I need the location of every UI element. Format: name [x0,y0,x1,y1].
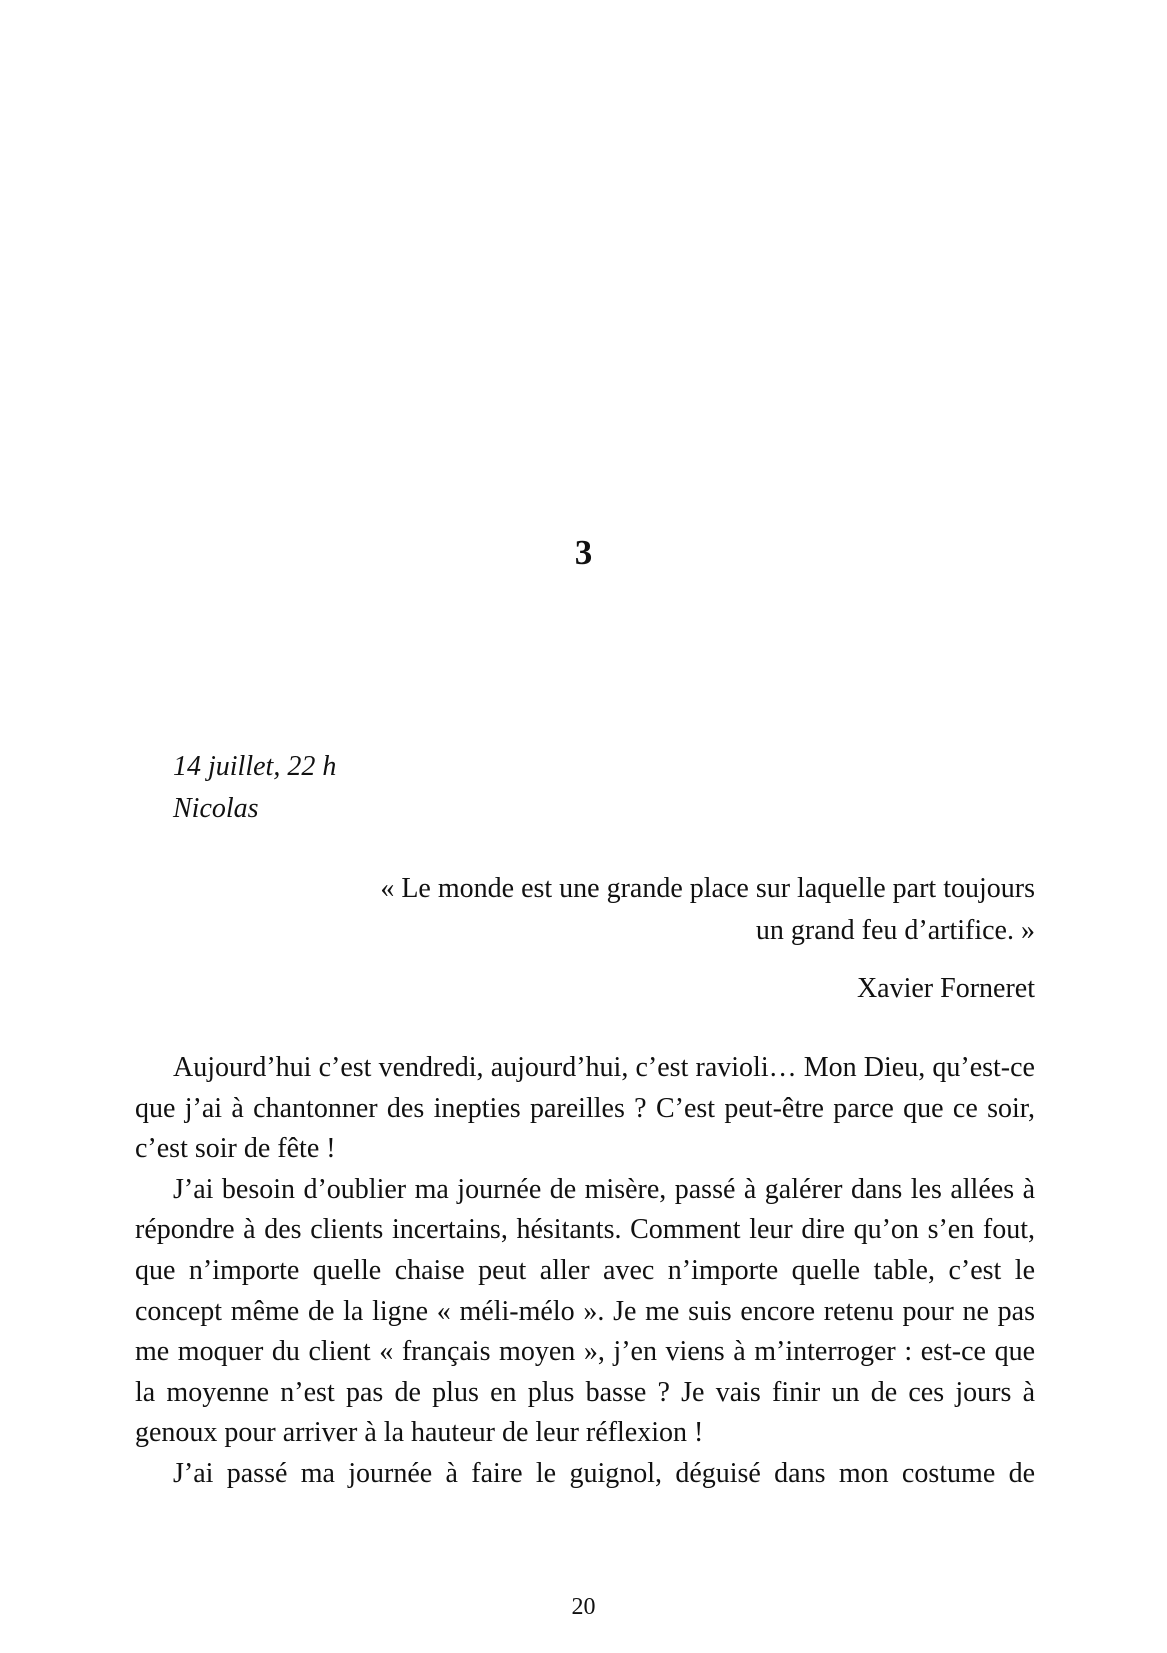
paragraph: Aujourd’hui c’est vendredi, aujourd’hui, c’est ravioli… Mon Dieu, qu’est-ce que j’ai à chantonner des inepties pareilles ? C’est peut-être parce que ce soir, c’est soir de fête ! [135,1052,1035,1165]
chapter-narrator: Nicolas [173,793,259,824]
epigraph-line-2: un grand feu d’artifice. » [755,915,1035,946]
paragraph: J’ai passé ma journée à faire le guignol, déguisé dans mon costume de [173,1457,1035,1489]
epigraph-author: Xavier Forneret [856,973,1035,1004]
epigraph-quote [173,868,1035,952]
chapter-date: 14 juillet, 22 h [173,751,337,782]
epigraph-line-1: « Le monde est une grande place sur laquelle part toujours [380,873,1035,904]
paragraph: J’ai besoin d’oublier ma journée de misère, passé à galérer dans les allées à répondre à des clients incertains, hésitants. Comment leur dire qu’on s’en fout, que n’importe quelle chaise peut aller avec n’importe quelle table, c’est le concept même de la ligne « méli-mélo ». Je me suis encore retenu pour ne pas me moquer du client « français moyen », j’en viens à m’interroger : est-ce que la moyenne n’est pas de plus en plus basse ? Je vais finir un de ces jours à genoux pour arriver à la hauteur de leur réflexion ! [135,1173,1035,1449]
chapter-header [173,746,336,830]
page-number: 20 [571,1594,596,1620]
chapter-number: 3 [574,533,593,572]
body-text [135,1048,1035,1495]
